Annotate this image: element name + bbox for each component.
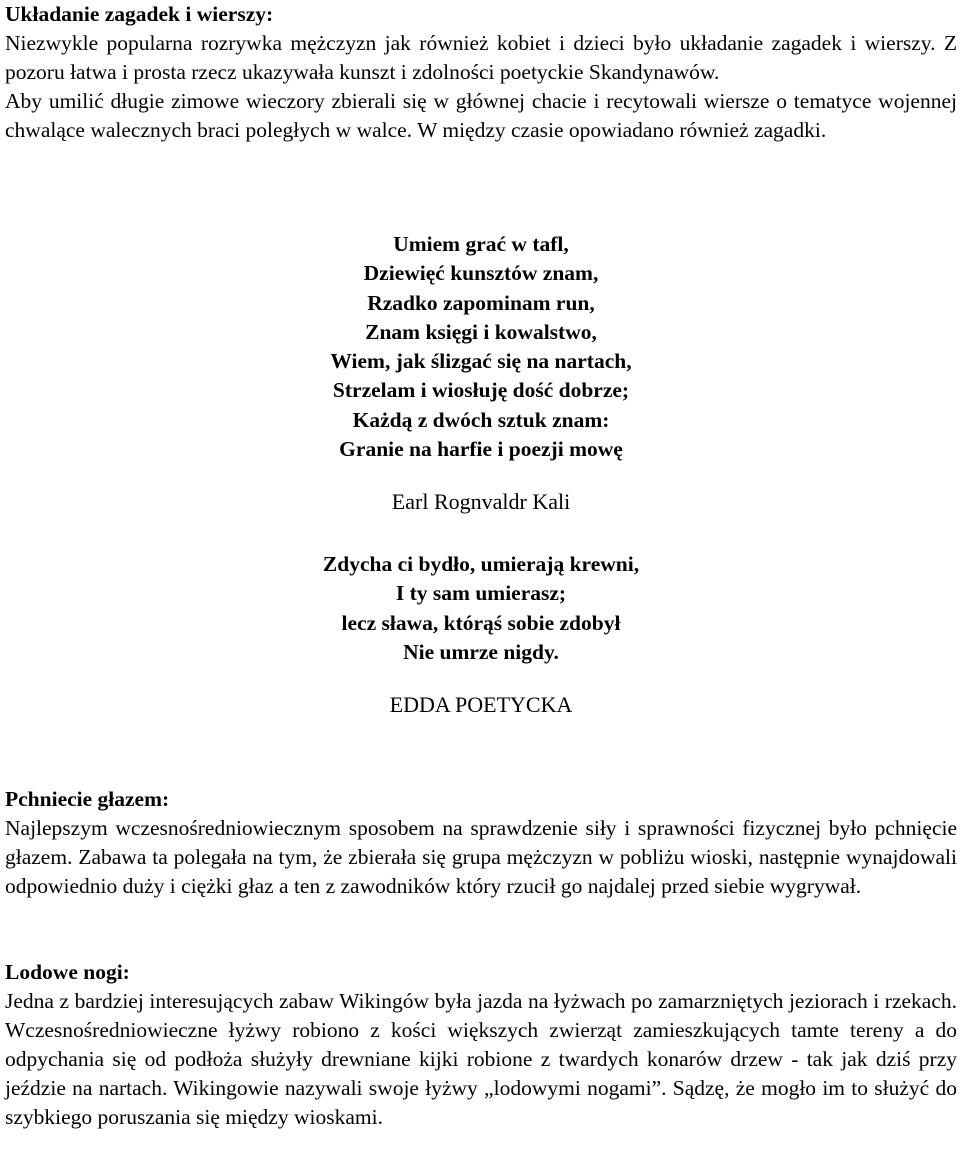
poem-line: I ty sam umierasz; — [395, 581, 567, 606]
poem-line: Rzadko zapominam run, — [367, 290, 595, 315]
section-stone — [5, 785, 957, 901]
stone-heading: Pchniecie głazem: — [5, 787, 170, 811]
poem-line: Każdą z dwóch sztuk znam: — [352, 407, 610, 432]
poem-line: Umiem grać w tafl, — [393, 232, 569, 256]
ice-heading: Lodowe nogi: — [5, 960, 130, 984]
stone-paragraph: Najlepszym wczesnośredniowiecznym sposobem na sprawdzenie siły i sprawności fizycznej było pchnięcie głazem. Zabawa ta polegała na tym, że zbierała się grupa mężczyzn w pobliżu wioski, następnie wynajdowali odpowiednio duży i ciężki głaz a ten z zawodników który rzucił go najdalej przed siebie wygrywał. — [5, 816, 957, 898]
poem-source: EDDA POETYCKA — [389, 692, 573, 718]
ice-paragraph: Jedna z bardziej interesujących zabaw Wikingów była jazda na łyżwach po zamarzniętych jeziorach i rzekach. Wczesnośredniowieczne łyżwy robiono z kości większych zwierząt zamieszkujących tamte tereny a do odpychania się od podłoża służyły drewniane kijki robione z twardych konarów drzew - tak jak dziś przy jeździe na nartach. Wikingowie nazywali swoje łyżwy „lodowymi nogami”. Sądzę, że mogło im to służyć do szybkiego poruszania się między wioskami. — [5, 989, 957, 1129]
poem-line: Zdycha ci bydło, umierają krewni, — [322, 552, 640, 576]
riddles-paragraph-1: Niezwykle popularna rozrywka mężczyzn jak również kobiet i dzieci było układanie zagadek i wierszy. Z pozoru łatwa i prosta rzecz ukazywała kunszt i zdolności poetyckie Skandynawów. — [5, 31, 957, 84]
riddles-heading: Układanie zagadek i wierszy: — [5, 2, 274, 26]
poem-line: lecz sława, którąś sobie zdobył — [341, 610, 621, 635]
poem-line: Wiem, jak ślizgać się na nartach, — [330, 349, 632, 374]
poem-line: Granie na harfie i poezji mowę — [339, 437, 623, 462]
section-riddles — [5, 0, 957, 145]
poem-line: Nie umrze nigdy. — [403, 639, 559, 664]
poem-author: Earl Rognvaldr Kali — [391, 489, 571, 515]
poem-line: Dziewięć kunsztów znam, — [363, 261, 599, 286]
poem-edda — [5, 550, 957, 719]
poem-line: Znam księgi i kowalstwo, — [365, 319, 597, 344]
poem-rognvaldr — [5, 230, 957, 517]
section-ice — [5, 958, 957, 1132]
riddles-paragraph-2: Aby umilić długie zimowe wieczory zbierali się w głównej chacie i recytowali wiersze o tematyce wojennej chwalące walecznych braci poległych w walce. W między czasie opowiadano również zagadki. — [5, 89, 957, 142]
poem-line: Strzelam i wiosłuję dość dobrze; — [332, 378, 630, 403]
